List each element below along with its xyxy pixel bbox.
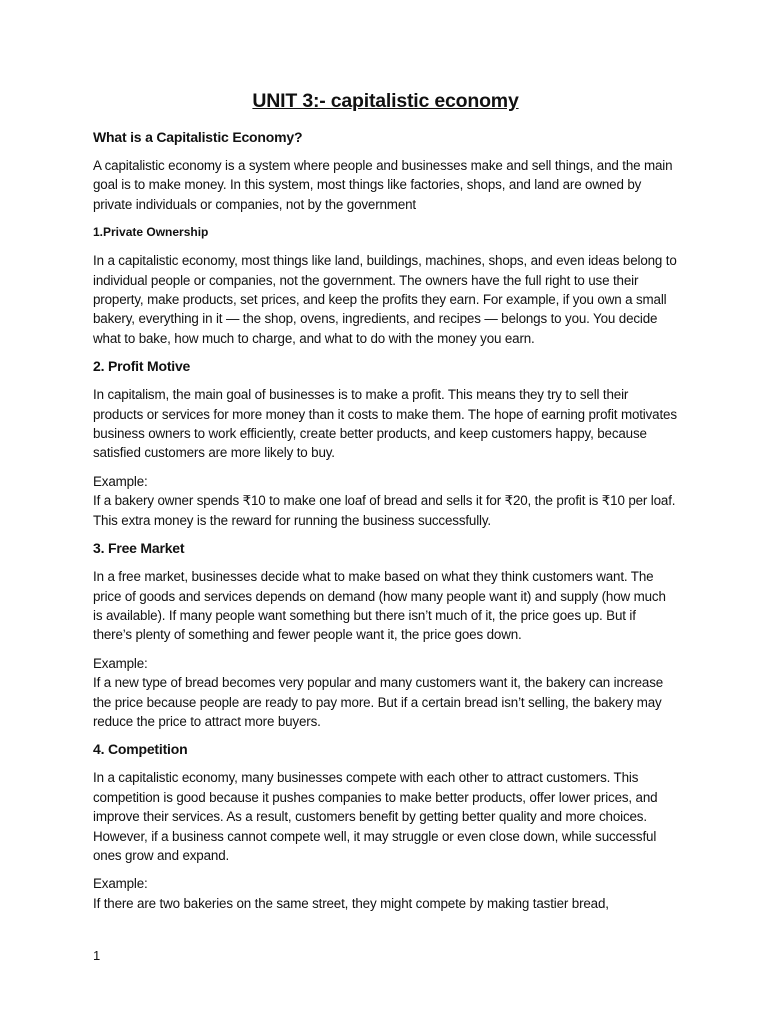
- example-block-profit-motive: [93, 472, 678, 530]
- document-title: UNIT 3:- capitalistic economy: [252, 90, 519, 112]
- example-text: If there are two bakeries on the same street, they might compete by making tastier bread,: [93, 895, 609, 911]
- section-heading-private-ownership: 1.Private Ownership: [93, 225, 209, 240]
- example-label: Example:: [93, 876, 148, 892]
- section-paragraph-competition: In a capitalistic economy, many businesses compete with each other to attract customers. This competition is good because it pushes companies to make better products, offer lower prices, and improve their services. As a result, customers benefit by getting better quality and more choices. However, if a business cannot compete well, it may struggle or even close down, while successful ones grow and expand.: [93, 770, 658, 863]
- example-label: Example:: [93, 473, 148, 489]
- example-block-free-market: [93, 654, 678, 732]
- section-paragraph-profit-motive: In capitalism, the main goal of businesses is to make a profit. This means they try to sell their products or services for more money than it costs to make them. The hope of earning profit motivates business owners to work efficiently, create better products, and keep customers happy, because satisfied customers are more likely to buy.: [93, 387, 677, 461]
- document-body: [93, 88, 678, 922]
- section-heading-free-market: 3. Free Market: [93, 540, 185, 557]
- example-text: If a bakery owner spends ₹10 to make one loaf of bread and sells it for ₹20, the profit is ₹10 per loaf. This extra money is the reward for running the business successfully.: [93, 493, 676, 528]
- example-text: If a new type of bread becomes very popular and many customers want it, the bakery can increase the price because people are ready to pay more. But if a certain bread isn’t selling, the bakery may reduce the price to attract more buyers.: [93, 675, 664, 729]
- example-block-competition: [93, 874, 678, 913]
- question-heading: What is a Capitalistic Economy?: [93, 129, 303, 145]
- section-paragraph-free-market: In a free market, businesses decide what to make based on what they think customers want. The price of goods and services depends on demand (how many people want it) and supply (how much is available). If many people want something but there isn’t much of it, the price goes up. But if there’s plenty of something and fewer people want it, the price goes down.: [93, 569, 666, 643]
- intro-paragraph: A capitalistic economy is a system where people and businesses make and sell things, and the main goal is to make money. In this system, most things like factories, shops, and land are owned by private individuals or companies, not by the government: [93, 158, 673, 212]
- example-label: Example:: [93, 655, 148, 671]
- section-heading-profit-motive: 2. Profit Motive: [93, 358, 191, 375]
- page-number: 1: [93, 948, 101, 963]
- section-heading-competition: 4. Competition: [93, 741, 188, 758]
- section-paragraph-private-ownership: In a capitalistic economy, most things like land, buildings, machines, shops, and even ideas belong to individual people or companies, not the government. The owners have the full right to use their property, make products, set prices, and keep the profits they earn. For example, if you own a small bakery, everything in it — the shop, ovens, ingredients, and recipes — belongs to you. You decide what to bake, how much to charge, and what to do with the money you earn.: [93, 253, 677, 346]
